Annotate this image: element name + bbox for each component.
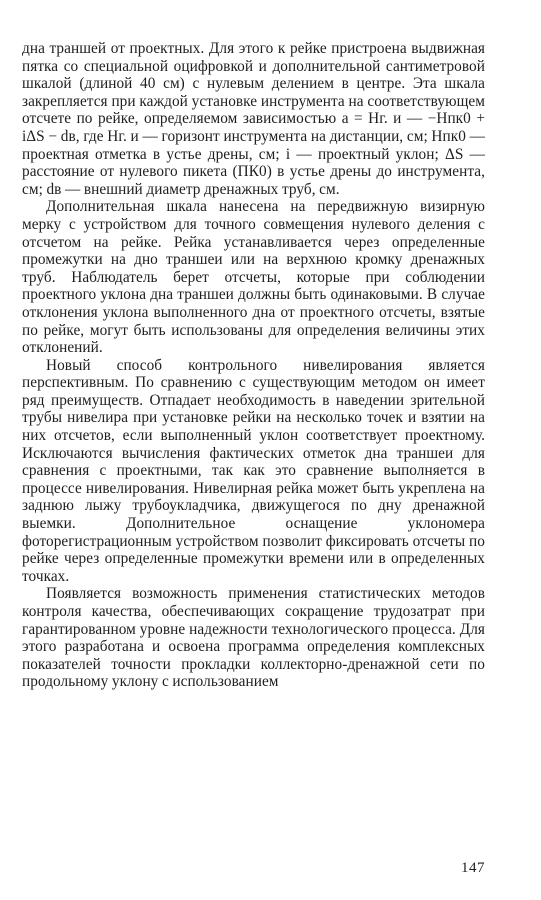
paragraph-2: Дополнительная шкала нанесена на передвижную визирную мерку с устройством для точного совмещения нулевого деления с отсчетом на рейке. Рейка устанавливается через определенные промежутки на дно траншеи или на верхнюю кромку дренажных труб. Наблюдатель берет отсчеты, которые при соблюдении проектного уклона дна траншеи должны быть одинаковыми. В случае отклонения уклона выполненного дна от проектного отсчеты, взятые по рейке, могут быть использованы для определения величины этих отклонений. bbox=[22, 198, 485, 357]
page-number: 147 bbox=[461, 860, 485, 876]
paragraph-1: дна траншей от проектных. Для этого к рейке пристроена выдвижная пятка со специальной оцифровкой и дополнительной сантиметровой шкалой (длиной 40 см) с нулевым делением в центре. Эта шкала закрепляется при каждой установке инструмента на соответствующем отсчете по рейке, определяемом зависимостью a = Hг. и — −Hпк0 + iΔS − dв, где Hг. и — горизонт инструмента на дистанции, см; Hпк0 — проектная отметка в устье дрены, см; i — проектный уклон; ΔS — расстояние от нулевого пикета (ПК0) в устье дрены до инструмента, см; dв — внешний диаметр дренажных труб, см. bbox=[22, 40, 485, 198]
paragraph-4: Появляется возможность применения статистических методов контроля качества, обеспечивающих сокращение трудозатрат при гарантированном уровне надежности технологического процесса. Для этого разработана и освоена программа определения комплексных показателей точности прокладки коллекторно-дренажной сети по продольному уклону с использованием bbox=[22, 585, 485, 691]
document-page bbox=[22, 40, 485, 880]
paragraph-3: Новый способ контрольного нивелирования является перспективным. По сравнению с существующим методом он имеет ряд преимуществ. Отпадает необходимость в наведении зрительной трубы нивелира при установке рейки на несколько точек и взятии на них отсчетов, если выполненный уклон соответствует проектному. Исключаются вычисления фактических отметок дна траншеи для сравнения с проектными, так как это сравнение выполняется в процессе нивелирования. Нивелирная рейка может быть укреплена на заднюю лыжу трубоукладчика, движущегося по дну дренажной выемки. Дополнительное оснащение уклономера фоторегистрационным устройством позволит фиксировать отсчеты по рейке через определенные промежутки времени или в определенных точках. bbox=[22, 356, 485, 585]
